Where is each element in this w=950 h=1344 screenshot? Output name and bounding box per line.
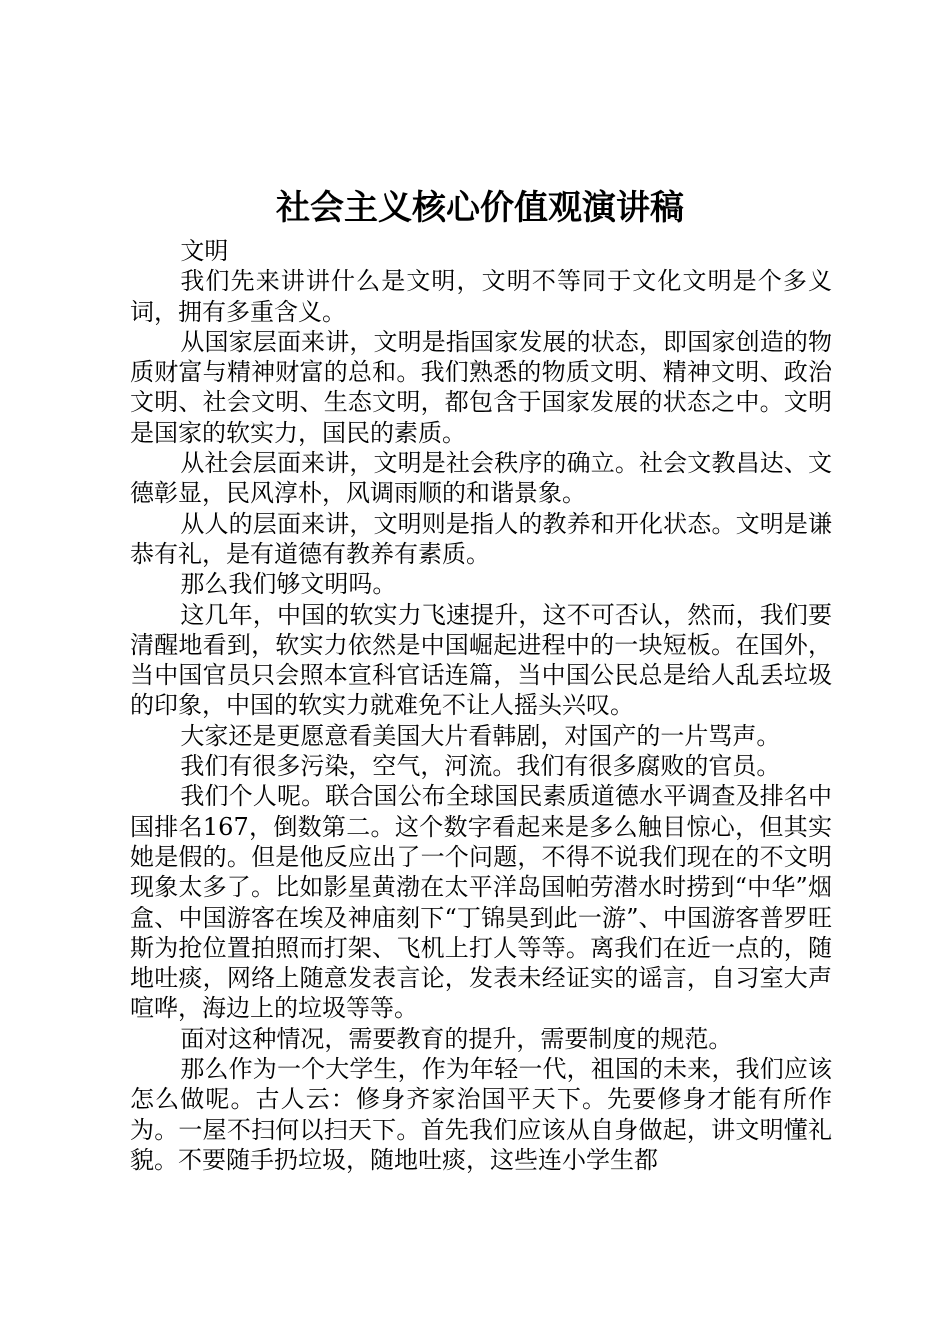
paragraph: 我们个人呢。联合国公布全球国民素质道德水平调查及排名中国排名167，倒数第二。这个数字看起来是多么触目惊心，但其实她是假的。但是他反应出了一个问题，不得不说我们现在的不文明现象太多了。比如影星黄渤在太平洋岛国帕劳潜水时捞到“中华”烟盒、中国游客在埃及神庙刻下“丁锦昊到此一游”、中国游客普罗旺斯为抢位置拍照而打架、飞机上打人等等。离我们在近一点的，随地吐痰，网络上随意发表言论，发表未经证实的谣言，自习室大声喧哗，海边上的垃圾等等。	[130, 782, 832, 1023]
paragraph: 面对这种情况，需要教育的提升，需要制度的规范。	[180, 1024, 733, 1053]
paragraph: 我们有很多污染，空气，河流。我们有很多腐败的官员。	[180, 752, 781, 781]
paragraph: 从社会层面来讲，文明是社会秩序的确立。社会文教昌达、文德彰显，民风淳朴，风调雨顺的和谐景象。	[130, 449, 832, 508]
paragraph: 那么我们够文明吗。	[180, 570, 397, 599]
paragraph: 文明	[180, 237, 229, 265]
paragraph: 这几年，中国的软实力飞速提升，这不可否认，然而，我们要清醒地看到，软实力依然是中国崛起进程中的一块短板。在国外，当中国官员只会照本宣科官话连篇，当中国公民总是给人乱丢垃圾的印象，中国的软实力就难免不让人摇头兴叹。	[130, 600, 832, 720]
paragraph: 那么作为一个大学生，作为年轻一代，祖国的未来，我们应该怎么做呢。古人云：修身齐家治国平天下。先要修身才能有所作为。一屋不扫何以扫天下。首先我们应该从自身做起，讲文明懂礼貌。不要随手扔垃圾，随地吐痰，这些连小学生都	[130, 1055, 832, 1174]
document-body	[130, 236, 832, 1175]
document-title: 社会主义核心价值观演讲稿	[276, 188, 684, 228]
paragraph: 从国家层面来讲，文明是指国家发展的状态，即国家创造的物质财富与精神财富的总和。我们熟悉的物质文明、精神文明、政治文明、社会文明、生态文明，都包含于国家发展的状态之中。文明是国家的软实力，国民的素质。	[130, 327, 832, 447]
paragraph: 从人的层面来讲，文明则是指人的教养和开化状态。文明是谦恭有礼，是有道德有教养有素质。	[130, 509, 832, 568]
paragraph: 我们先来讲讲什么是文明，文明不等同于文化文明是个多义词，拥有多重含义。	[130, 267, 832, 326]
paragraph: 大家还是更愿意看美国大片看韩剧，对国产的一片骂声。	[180, 721, 781, 750]
